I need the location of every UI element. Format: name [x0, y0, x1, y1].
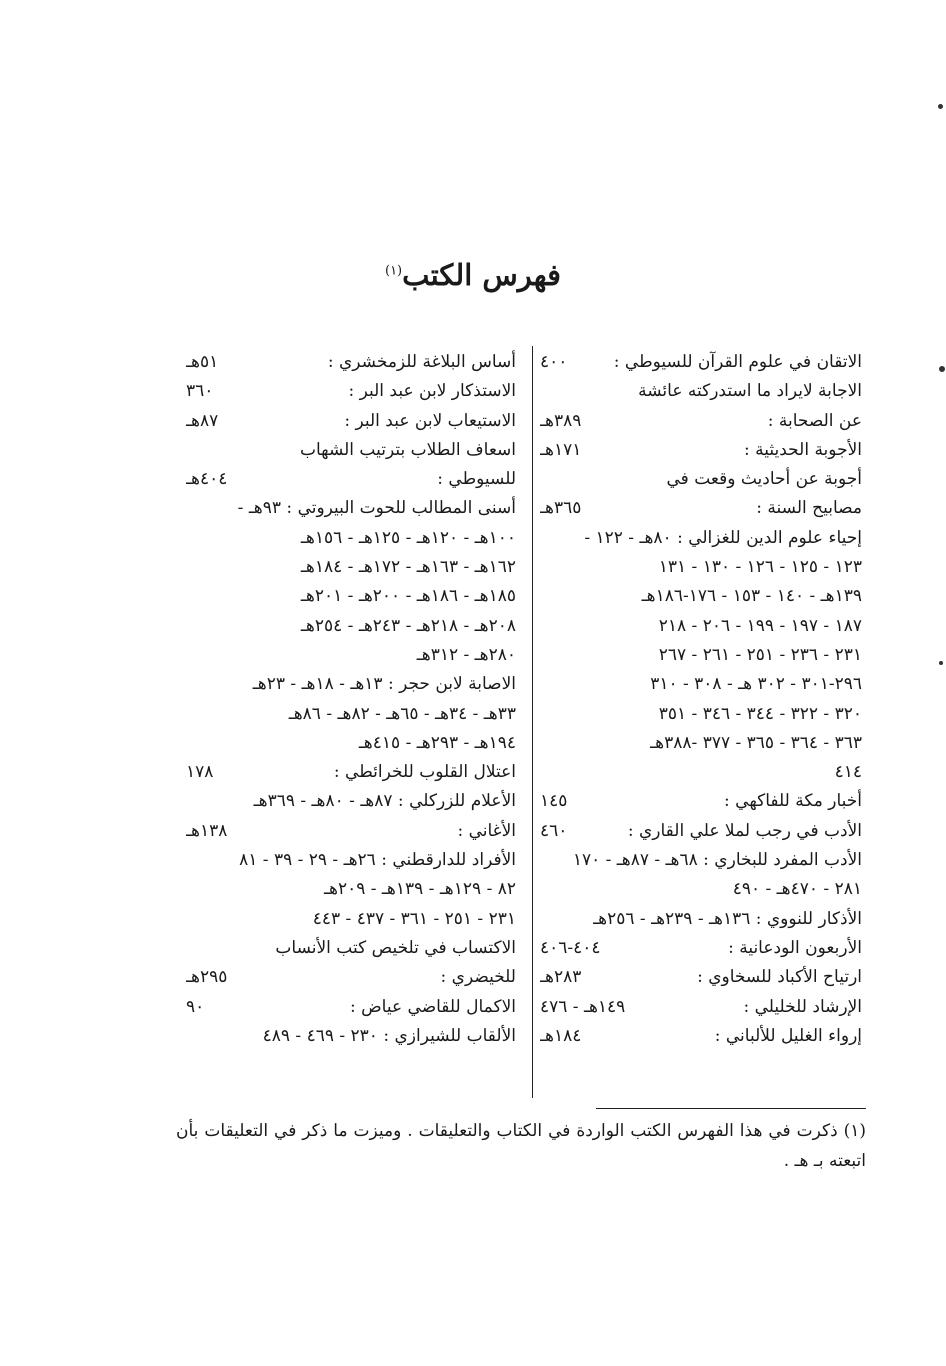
- index-entry: [540, 670, 862, 699]
- entry-text: اعتلال القلوب للخرائطي :: [333, 762, 516, 783]
- entry-pages: ١٨٤هـ: [540, 1025, 582, 1046]
- index-entry: [186, 1022, 516, 1051]
- index-entry: [186, 407, 516, 436]
- entry-text: ١٩٤هـ - ٢٩٣هـ - ٤١٥هـ: [358, 732, 516, 753]
- entry-text: الاكمال للقاضي عياض :: [349, 996, 516, 1017]
- entry-pages: ١٧٨: [186, 762, 214, 783]
- entry-text: أسنى المطالب للحوت البيروتي : ٩٣هـ -: [237, 498, 516, 519]
- index-entry: [186, 612, 516, 641]
- index-entry: [540, 787, 862, 816]
- index-entry: [540, 1022, 862, 1051]
- index-entry: [186, 787, 516, 816]
- page-title: [0, 258, 946, 292]
- entry-pages: ٢٨٣هـ: [540, 967, 582, 988]
- entry-text: ٨٢ - ١٢٩هـ - ١٣٩هـ - ٢٠٩هـ: [324, 879, 516, 900]
- index-entry: [186, 641, 516, 670]
- entry-pages: ٩٠: [186, 996, 205, 1017]
- entry-text: ١٣٩هـ - ١٤٠ - ١٥٣ - ١٧٦-١٨٦هـ: [641, 586, 862, 607]
- entry-pages: ١٤٩هـ - ٤٧٦: [540, 996, 626, 1017]
- entry-text: ٢٠٨هـ - ٢١٨هـ - ٢٤٣هـ - ٢٥٤هـ: [300, 615, 516, 636]
- entry-text: الأعلام للزركلي : ٨٧هـ - ٨٠هـ - ٣٦٩هـ: [253, 791, 516, 812]
- index-entry: [540, 700, 862, 729]
- index-entry: [540, 612, 862, 641]
- index-column-right: [540, 348, 862, 1051]
- index-entry: [540, 875, 862, 904]
- index-entry: [540, 817, 862, 846]
- entry-pages: ٣٨٩هـ: [540, 410, 582, 431]
- footnote-rule: [596, 1108, 866, 1109]
- entry-text: اسعاف الطلاب بترتيب الشهاب: [299, 439, 516, 460]
- entry-text: إرواء الغليل للألباني :: [714, 1025, 862, 1046]
- index-entry: [540, 465, 862, 494]
- column-divider: [532, 346, 533, 1098]
- entry-pages: ١٧١هـ: [540, 439, 582, 460]
- entry-text: ٣٣هـ - ٣٤هـ - ٦٥هـ - ٨٢هـ - ٨٦هـ: [288, 703, 516, 724]
- index-entry: [540, 524, 862, 553]
- index-entry: [186, 993, 516, 1022]
- index-entry: [540, 582, 862, 611]
- index-entry: [540, 963, 862, 992]
- index-entry: [186, 875, 516, 904]
- entry-pages: ٤٠٠: [540, 352, 568, 372]
- entry-pages: ٢٩٥هـ: [186, 967, 228, 988]
- entry-text: ٢٩٦-٣٠١ - ٣٠٢ هـ - ٣٠٨ - ٣١٠: [650, 674, 862, 695]
- entry-text: الاتقان في علوم القرآن للسيوطي :: [613, 352, 862, 372]
- entry-text: ١٨٥هـ - ١٨٦هـ - ٢٠٠هـ - ٢٠١هـ: [300, 586, 516, 607]
- index-entry: [186, 436, 516, 465]
- footnote: (١) ذكرت في هذا الفهرس الكتب الواردة في الكتاب والتعليقات . وميزت ما ذكر في التعليقات بأن اتبعته بـ هـ .: [176, 1121, 866, 1171]
- entry-text: ٢٨٠هـ - ٣١٢هـ: [416, 644, 516, 665]
- index-entry: [186, 846, 516, 875]
- index-column-left: [186, 348, 516, 1051]
- index-entry: [186, 582, 516, 611]
- entry-text: ٢٣١ - ٢٣٦ - ٢٥١ - ٢٦١ - ٢٦٧: [658, 644, 862, 665]
- entry-text: ١٠٠هـ - ١٢٠هـ - ١٢٥هـ - ١٥٦هـ: [300, 527, 516, 548]
- entry-pages: ٤٠٤هـ: [186, 469, 228, 490]
- index-entry: [540, 758, 862, 787]
- entry-pages: ٤٠٤-٤٠٦: [540, 937, 601, 958]
- entry-text: الإرشاد للخليلي :: [743, 996, 862, 1017]
- entry-text: إحياء علوم الدين للغزالي : ٨٠هـ - ١٢٢ -: [584, 527, 862, 548]
- index-entry: [186, 377, 516, 406]
- entry-text: الاجابة لايراد ما استدركته عائشة: [638, 381, 862, 402]
- index-entry: [540, 934, 862, 963]
- entry-pages: ٣٦٠: [186, 381, 214, 402]
- entry-text: الأفراد للدارقطني : ٢٦هـ - ٢٩ - ٣٩ - ٨١: [239, 850, 516, 871]
- scan-speck: [939, 661, 943, 665]
- entry-text: ٢٣١ - ٢٥١ - ٣٦١ - ٤٣٧ - ٤٤٣: [312, 908, 516, 929]
- entry-text: الأدب في رجب لملا علي القاري :: [627, 820, 862, 841]
- entry-pages: ٨٧هـ: [186, 410, 219, 431]
- index-entry: [186, 670, 516, 699]
- entry-text: ارتياح الأكباد للسخاوي :: [697, 967, 862, 988]
- entry-pages: ٥١هـ: [186, 352, 219, 372]
- index-entry: [540, 348, 862, 377]
- index-entry: [540, 553, 862, 582]
- index-entry: [186, 348, 516, 377]
- title-footnote-marker: (١): [384, 263, 403, 279]
- entry-text: ١٨٧ - ١٩٧ - ١٩٩ - ٢٠٦ - ٢١٨: [658, 615, 862, 636]
- scan-speck: [938, 104, 943, 109]
- entry-text: الاستذكار لابن عبد البر :: [348, 381, 516, 402]
- entry-text: الأجوبة الحديثية :: [744, 439, 862, 460]
- index-entry: [540, 641, 862, 670]
- entry-text: للسيوطي :: [437, 469, 516, 490]
- entry-text: ٤١٤: [834, 762, 862, 783]
- index-entry: [540, 377, 862, 406]
- entry-text: الألقاب للشيرازي : ٢٣٠ - ٤٦٩ - ٤٨٩: [262, 1025, 516, 1046]
- entry-pages: ٤٦٠: [540, 820, 568, 841]
- index-entry: [186, 758, 516, 787]
- entry-text: الاصابة لابن حجر : ١٣هـ - ١٨هـ - ٢٣هـ: [252, 674, 516, 695]
- entry-pages: ١٣٨هـ: [186, 820, 228, 841]
- title-text: فهرس الكتب: [402, 258, 561, 292]
- index-entry: [540, 905, 862, 934]
- entry-text: الاستيعاب لابن عبد البر :: [344, 410, 516, 431]
- index-entry: [540, 729, 862, 758]
- index-entry: [186, 729, 516, 758]
- index-entry: [540, 407, 862, 436]
- index-entry: [186, 553, 516, 582]
- index-entry: [540, 993, 862, 1022]
- entry-text: الأدب المفرد للبخاري : ٦٨هـ - ٨٧هـ - ١٧٠: [572, 850, 862, 871]
- index-entry: [186, 494, 516, 523]
- index-entry: [540, 494, 862, 523]
- entry-pages: ١٤٥: [540, 791, 568, 812]
- entry-text: أساس البلاغة للزمخشري :: [327, 352, 516, 372]
- index-entry: [186, 465, 516, 494]
- index-entry: [540, 846, 862, 875]
- entry-text: ١٦٢هـ - ١٦٣هـ - ١٧٢هـ - ١٨٤هـ: [300, 557, 516, 578]
- index-entry: [540, 436, 862, 465]
- scan-speck: [939, 366, 945, 372]
- entry-text: ٣٦٣ - ٣٦٤ - ٣٦٥ - ٣٧٧ -٣٨٨هـ: [650, 732, 862, 753]
- entry-text: للخيضري :: [440, 967, 516, 988]
- entry-text: مصابيح السنة :: [756, 498, 862, 519]
- entry-text: ٢٨١ - ٤٧٠هـ - ٤٩٠: [732, 879, 862, 900]
- entry-text: الأغاني :: [457, 820, 516, 841]
- entry-text: عن الصحابة :: [767, 410, 862, 431]
- entry-text: الاكتساب في تلخيص كتب الأنساب: [275, 937, 516, 958]
- entry-pages: ٣٦٥هـ: [540, 498, 582, 519]
- entry-text: ١٢٣ - ١٢٥ - ١٢٦ - ١٣٠ - ١٣١: [658, 557, 862, 578]
- entry-text: أخبار مكة للفاكهي :: [724, 791, 862, 812]
- entry-text: ٣٢٠ - ٣٢٢ - ٣٤٤ - ٣٤٦ - ٣٥١: [658, 703, 862, 724]
- entry-text: الأذكار للنووي : ١٣٦هـ - ٢٣٩هـ - ٢٥٦هـ: [593, 908, 862, 929]
- index-entry: [186, 934, 516, 963]
- index-entry: [186, 817, 516, 846]
- entry-text: الأربعون الودعانية :: [728, 937, 862, 958]
- index-entry: [186, 905, 516, 934]
- index-entry: [186, 963, 516, 992]
- index-entry: [186, 524, 516, 553]
- entry-text: أجوبة عن أحاديث وقعت في: [666, 469, 862, 490]
- index-entry: [186, 700, 516, 729]
